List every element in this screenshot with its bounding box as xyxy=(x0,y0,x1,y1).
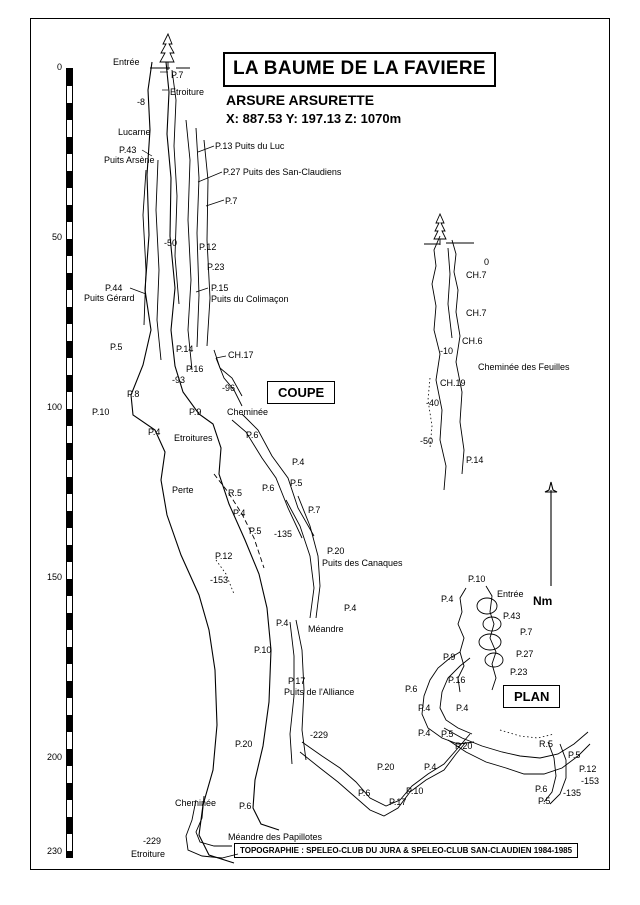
cheminee-label-0: 0 xyxy=(484,257,490,267)
scale-tick-200: 200 xyxy=(46,752,62,762)
plan-label-12: P.4 xyxy=(418,728,431,738)
plan-label-13: P.20 xyxy=(455,741,473,751)
scale-tick-50: 50 xyxy=(51,232,62,242)
scale-tick-230: 230 xyxy=(46,846,62,856)
section-label-coupe: COUPE xyxy=(267,381,335,404)
plan-label-15: R.5 xyxy=(539,739,554,749)
cheminee-tree-icon xyxy=(424,214,474,245)
cheminee-label-3: CH.6 xyxy=(462,336,483,346)
coupe-label-7: Puits Arsène xyxy=(104,155,155,165)
coupe-label-20: P.16 xyxy=(186,364,204,374)
coupe-label-49: -229 xyxy=(310,730,329,740)
coupe-label-51: P.20 xyxy=(377,762,395,772)
coupe-label-47: P.17 xyxy=(288,676,306,686)
coupe-label-6: P.43 xyxy=(119,145,137,155)
coupe-label-16: Puits du Colimaçon xyxy=(211,294,289,304)
coupe-label-40: P.20 xyxy=(327,546,345,556)
coupe-label-46: P.10 xyxy=(254,645,272,655)
coupe-label-2: Etroiture xyxy=(170,87,205,97)
coupe-label-50: P.20 xyxy=(235,739,253,749)
cheminee-label-2: CH.7 xyxy=(466,308,487,318)
coupe-label-14: P.15 xyxy=(211,283,229,293)
cheminee-label-1: CH.7 xyxy=(466,270,487,280)
coupe-label-43: P.4 xyxy=(344,603,357,613)
cheminee-label-8: -50 xyxy=(420,436,434,446)
coupe-label-54: P.6 xyxy=(239,801,252,811)
coupe-label-59: Etroiture xyxy=(131,849,166,859)
plan-label-5: P.27 xyxy=(516,649,534,659)
scale-tick-150: 150 xyxy=(46,572,62,582)
coupe-label-12: P.23 xyxy=(207,262,225,272)
coupe-label-24: P.9 xyxy=(189,407,202,417)
coupe-label-37: P.5 xyxy=(249,526,262,536)
coupe-label-17: P.5 xyxy=(110,342,123,352)
coupe-label-22: -96 xyxy=(222,383,236,393)
plan-label-4: P.7 xyxy=(520,627,533,637)
plan-label-9: P.6 xyxy=(405,684,418,694)
plan-label-17: P.12 xyxy=(579,764,597,774)
coupe-label-56: P.10 xyxy=(406,786,424,796)
coupe-label-27: P.4 xyxy=(148,427,161,437)
coupe-label-21: -93 xyxy=(172,375,186,385)
plan-label-16: P.5 xyxy=(568,750,581,760)
credit-line: TOPOGRAPHIE : SPELEO-CLUB DU JURA & SPELEO-CLUB SAN-CLAUDIEN 1984-1985 xyxy=(234,843,578,858)
coupe-label-29: P.6 xyxy=(246,430,259,440)
coupe-label-35: P.4 xyxy=(233,508,246,518)
plan-label-14: P.5 xyxy=(441,729,454,739)
section-label-plan: PLAN xyxy=(503,685,560,708)
coupe-label-32: R.5 xyxy=(228,488,243,498)
plan-label-21: P.5 xyxy=(538,796,551,806)
coupe-label-57: P.17 xyxy=(389,797,407,807)
coupe-label-1: P.7 xyxy=(171,70,184,80)
coupe-label-45: Méandre xyxy=(308,624,344,634)
coupe-label-36: P.7 xyxy=(308,505,321,515)
plan-label-3: P.43 xyxy=(503,611,521,621)
cheminee-label-6: CH.19 xyxy=(440,378,466,388)
coupe-label-15: Puits Gérard xyxy=(84,293,135,303)
coupe-label-60: Méandre des Papillotes xyxy=(228,832,323,842)
coupe-label-0: Entrée xyxy=(113,57,140,67)
coupe-label-58: -229 xyxy=(143,836,162,846)
coupe-label-41: Puits des Canaques xyxy=(322,558,403,568)
coupe-label-31: Perte xyxy=(172,485,194,495)
coupe-label-28: Etroitures xyxy=(174,433,213,443)
plan-label-11: P.4 xyxy=(456,703,469,713)
coupe-label-53: Cheminée xyxy=(175,798,217,808)
plan-label-7: P.16 xyxy=(448,675,466,685)
coupe-label-10: -50 xyxy=(164,238,178,248)
plan-label-20: -135 xyxy=(563,788,582,798)
plan-label-19: P.6 xyxy=(535,784,548,794)
coupe-label-11: P.12 xyxy=(199,242,217,252)
coupe-label-34: P.5 xyxy=(290,478,303,488)
survey-subtitle: ARSURE ARSURETTE xyxy=(226,92,375,108)
coupe-label-42: -153 xyxy=(210,575,229,585)
plan-label-1: Entrée xyxy=(497,589,524,599)
coupe-label-23: P.8 xyxy=(127,389,140,399)
coupe-label-55: P.6 xyxy=(358,788,371,798)
coupe-label-8: P.27 Puits des San-Claudiens xyxy=(223,167,342,177)
north-arrow xyxy=(545,482,557,586)
coupe-label-30: P.4 xyxy=(292,457,305,467)
plan-label-0: P.10 xyxy=(468,574,486,584)
plan-label-18: -153 xyxy=(581,776,600,786)
survey-title: LA BAUME DE LA FAVIERE xyxy=(233,58,486,79)
coupe-label-39: P.12 xyxy=(215,551,233,561)
coupe-label-25: Cheminée xyxy=(227,407,269,417)
coupe-label-19: CH.17 xyxy=(228,350,254,360)
cheminee-label-5: Cheminée des Feuilles xyxy=(478,362,570,372)
north-arrow-label: Nm xyxy=(533,594,553,608)
cheminee-label-4: -10 xyxy=(440,346,454,356)
cheminee-label-7: -40 xyxy=(426,398,440,408)
coupe-label-52: P.4 xyxy=(424,762,437,772)
cheminee-label-9: P.14 xyxy=(466,455,484,465)
coupe-label-13: P.44 xyxy=(105,283,123,293)
coupe-label-38: -135 xyxy=(274,529,293,539)
coupe-label-26: P.10 xyxy=(92,407,110,417)
plan-view xyxy=(422,482,590,804)
coupe-label-44: P.4 xyxy=(276,618,289,628)
coupe-label-9: P.7 xyxy=(225,196,238,206)
scale-tick-0: 0 xyxy=(56,62,62,72)
plan-label-8: P.23 xyxy=(510,667,528,677)
survey-coordinates: X: 887.53 Y: 197.13 Z: 1070m xyxy=(226,111,402,126)
coupe-label-5: P.13 Puits du Luc xyxy=(215,141,285,151)
coupe-label-48: Puits de l'Alliance xyxy=(284,687,355,697)
coupe-label-33: P.6 xyxy=(262,483,275,493)
entrance-tree-icon xyxy=(150,34,190,70)
coupe-label-18: P.14 xyxy=(176,344,194,354)
coupe-label-3: -8 xyxy=(137,97,146,107)
scale-tick-100: 100 xyxy=(46,402,62,412)
coupe-label-4: Lucarne xyxy=(118,127,151,137)
plan-label-6: P.9 xyxy=(443,652,456,662)
plan-label-10: P.4 xyxy=(418,703,431,713)
plan-label-2: P.4 xyxy=(441,594,454,604)
